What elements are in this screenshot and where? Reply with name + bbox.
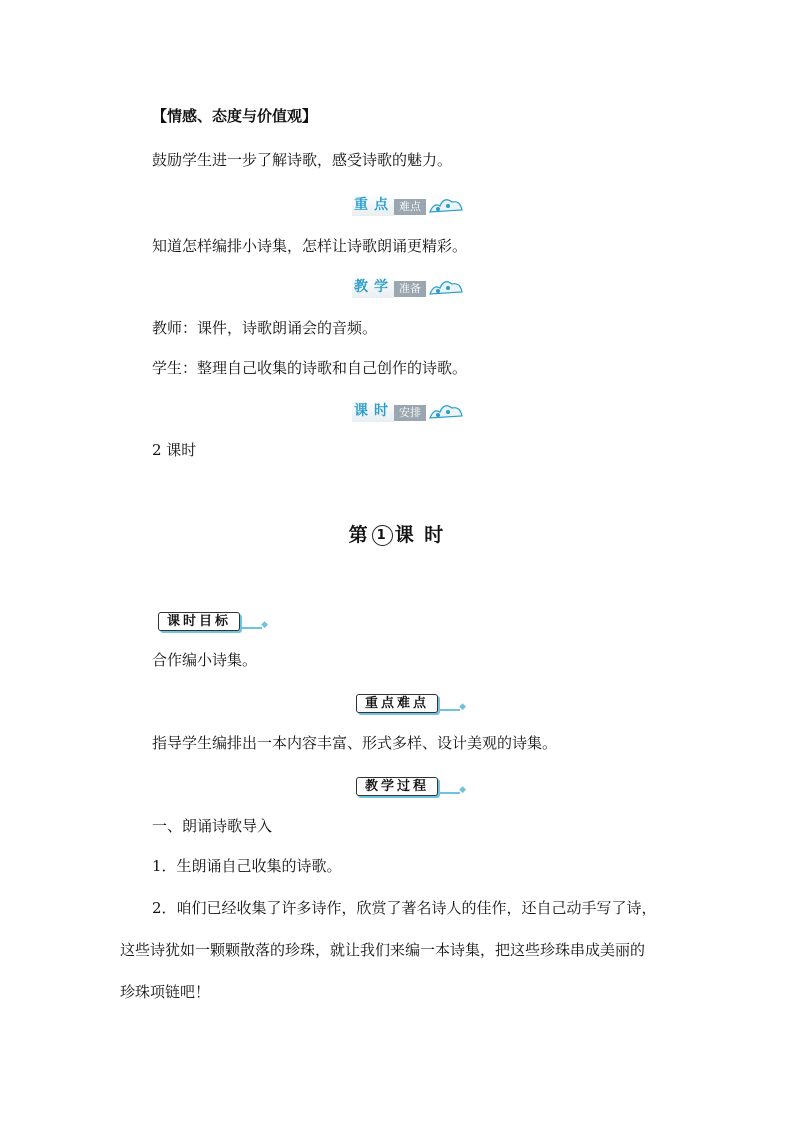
banner-tail [242,627,262,629]
banner-tag: 难点 [394,199,426,215]
process-banner [356,775,460,797]
process-step-heading: 一、朗诵诗歌导入 [152,817,273,835]
banner-tag: 安排 [394,405,426,421]
key-banner [356,692,460,714]
prep-teacher: 教师：课件，诗歌朗诵会的音频。 [152,319,378,337]
cloud-decoration-icon [428,400,464,422]
goal-text: 合作编小诗集。 [152,651,258,669]
teaching-prep-banner [352,276,476,298]
cloud-decoration-icon [428,194,464,216]
key-points-text: 知道怎样编排小诗集，怎样让诗歌朗诵更精彩。 [152,237,468,255]
lesson-title [0,520,794,547]
goal-banner [158,610,262,632]
key-text: 指导学生编排出一本内容丰富、形式多样、设计美观的诗集。 [152,734,558,752]
banner-tail [440,792,460,794]
lesson-number: 1 [372,525,393,546]
process-item-1: 1．生朗诵自己收集的诗歌。 [152,857,342,875]
banner-tail [440,709,460,711]
process-banner-label: 教学过程 [356,777,438,796]
lesson-title-prefix: 第 [348,524,370,546]
section-text: 鼓励学生进一步了解诗歌，感受诗歌的魅力。 [152,151,453,169]
schedule-banner [352,400,476,422]
goal-banner-label: 课时目标 [158,612,240,631]
banner-main: 重点 [352,194,394,216]
key-points-banner [352,194,476,216]
section-heading: 【情感、态度与价值观】 [152,107,318,125]
banner-tag: 准备 [394,281,426,297]
process-item-2-line-1: 2．咱们已经收集了许多诗作，欣赏了著名诗人的佳作，还自己动手写了诗， [152,899,657,917]
schedule-text: 2 课时 [152,441,197,459]
lesson-title-suffix: 课 时 [394,524,446,546]
process-item-2-line-3: 珍珠项链吧！ [120,983,211,1001]
banner-main: 教学 [352,276,394,298]
key-banner-label: 重点难点 [356,694,438,713]
cloud-decoration-icon [428,276,464,298]
prep-student: 学生：整理自己收集的诗歌和自己创作的诗歌。 [152,359,468,377]
banner-main: 课时 [352,400,394,422]
process-item-2-line-2: 这些诗犹如一颗颗散落的珍珠，就让我们来编一本诗集，把这些珍珠串成美丽的 [120,941,646,959]
